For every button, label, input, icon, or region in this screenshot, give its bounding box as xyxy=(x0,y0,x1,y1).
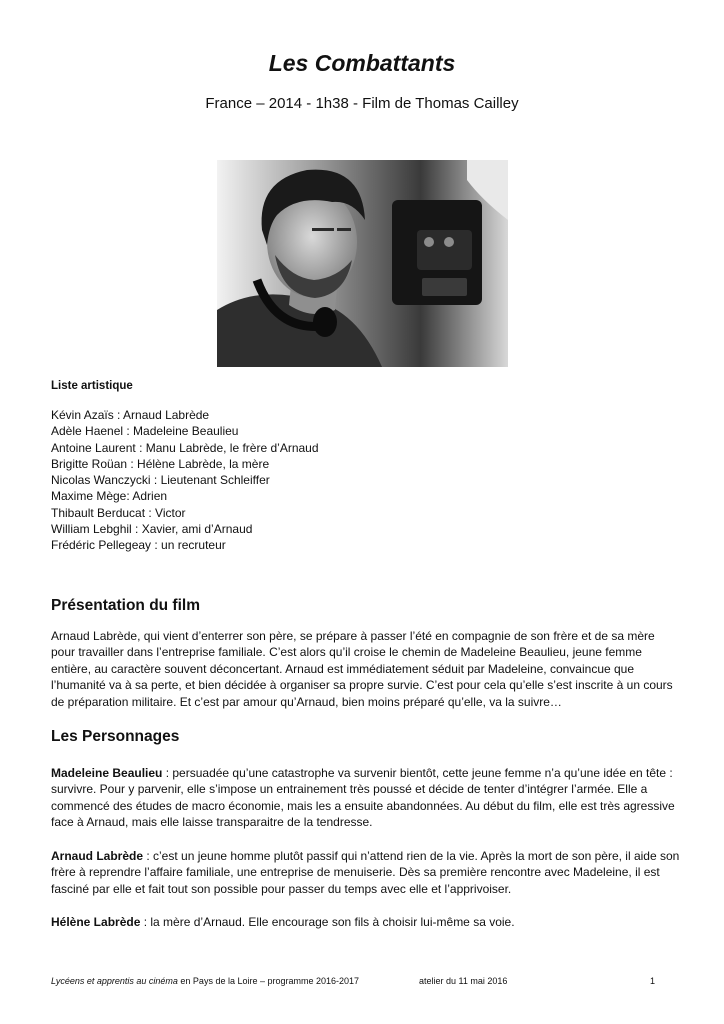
character-helene xyxy=(51,914,681,930)
page-number: 1 xyxy=(650,976,656,986)
cast-item: Nicolas Wanczycki : Lieutenant Schleiffer xyxy=(51,473,270,488)
character-description: : la mère d’Arnaud. Elle encourage son fils à choisir lui-même sa voie. xyxy=(140,915,515,929)
character-arnaud xyxy=(51,848,681,897)
footer-program xyxy=(51,976,359,986)
footer-program-rest: en Pays de la Loire – programme 2016-2017 xyxy=(177,976,360,986)
character-description: : persuadée qu’une catastrophe va survenir bientôt, cette jeune femme n’a qu’une idée en tête : survivre. Pour y parvenir, elle s’impose un entrainement très poussé et décide de tenter d’intégrer l’armée. Elle a commencé des études de macro économie, mais les a ensuite abandonnées. Au début du film, elle est très agressive face à Arnaud, mais elle laisse transparaitre de la tendresse. xyxy=(51,766,675,830)
presentation-heading: Présentation du film xyxy=(51,597,200,614)
cast-item: Adèle Haenel : Madeleine Beaulieu xyxy=(51,424,239,439)
presentation-text: Arnaud Labrède, qui vient d’enterrer son père, se prépare à passer l’été en compagnie de son frère et de sa mère pour travailler dans l’entreprise familiale. C’est alors qu’il croise le chemin de Madeleine Beaulieu, jeune femme entière, au caractère souvent déconcertant. Arnaud est immédiatement séduit par Madeleine, convaincue que l’humanité va à sa perte, et bien décidée à organiser sa propre survie. C’est pour cela qu’elle s’est inscrite à un cours de préparation militaire. Et c’est par amour qu’Arnaud, bien moins préparé qu’elle, va la suivre… xyxy=(51,629,673,709)
footer-program-italic: Lycéens et apprentis au cinéma xyxy=(51,976,178,986)
footer-date: atelier du 11 mai 2016 xyxy=(419,976,508,986)
cast-item: Maxime Mège: Adrien xyxy=(51,489,168,504)
director-photo xyxy=(217,160,508,367)
film-subtitle: France – 2014 - 1h38 - Film de Thomas Cailley xyxy=(205,95,519,112)
cast-item: Kévin Azaïs : Arnaud Labrède xyxy=(51,408,210,422)
cast-item: Antoine Laurent : Manu Labrède, le frère d’Arnaud xyxy=(51,440,319,455)
cast-item: Frédéric Pellegeay : un recruteur xyxy=(51,538,226,553)
character-description: : c’est un jeune homme plutôt passif qui n’attend rien de la vie. Après la mort de son père, il aide son frère à reprendre l’affaire familiale, une entreprise de menuiserie. Dès sa première rencontre avec Madeleine, il est fasciné par elle et fait tout son possible pour passer du temps avec elle et l’apprivoiser. xyxy=(51,849,680,896)
cast-item: Thibault Berducat : Victor xyxy=(51,505,186,520)
character-name: Hélène Labrède xyxy=(51,915,141,929)
film-title: Les Combattants xyxy=(268,50,456,76)
cast-item: William Lebghil : Xavier, ami d’Arnaud xyxy=(51,522,253,537)
character-name: Madeleine Beaulieu xyxy=(51,766,163,780)
character-name: Arnaud Labrède xyxy=(51,849,144,863)
cast-item: Brigitte Roüan : Hélène Labrède, la mère xyxy=(51,456,270,471)
characters-heading: Les Personnages xyxy=(51,728,180,745)
character-madeleine xyxy=(51,765,681,831)
cast-list xyxy=(51,407,319,554)
cast-heading: Liste artistique xyxy=(51,380,133,392)
director-photo-image xyxy=(217,160,508,367)
